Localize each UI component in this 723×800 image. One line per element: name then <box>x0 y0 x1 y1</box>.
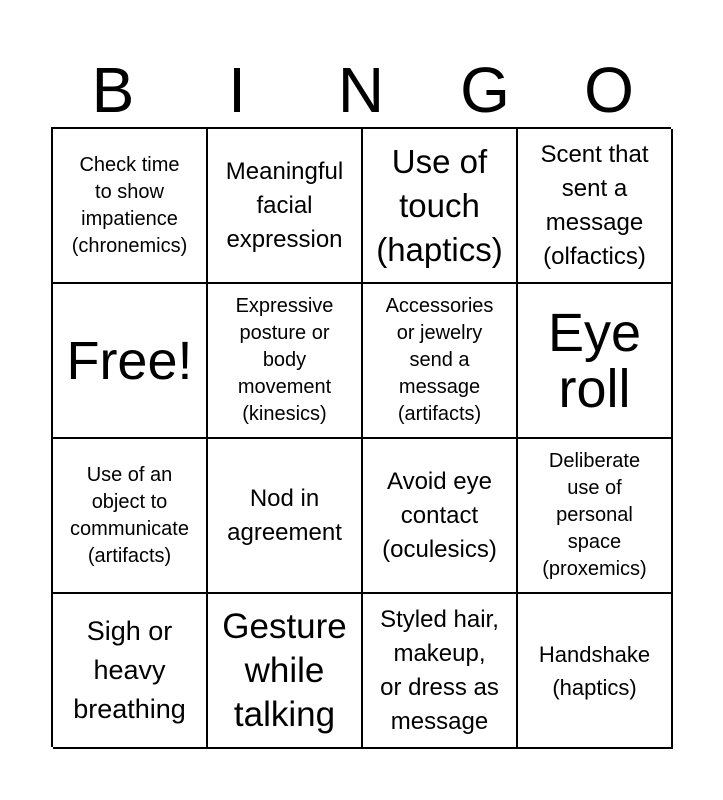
cell-text: Handshake (haptics) <box>538 641 651 700</box>
bingo-cell <box>53 439 208 594</box>
cell-text: Eye roll <box>547 302 642 419</box>
cell-text: Avoid eye contact (oculesics) <box>382 467 497 563</box>
bingo-cell <box>53 594 208 749</box>
cell-text: Deliberate use of personal space (proxemics) <box>542 450 647 580</box>
header-letter-i: I <box>228 54 246 126</box>
header-letter-n: N <box>337 54 385 126</box>
bingo-cell <box>518 284 673 439</box>
bingo-header <box>51 52 671 128</box>
cell-text: Nod in agreement <box>227 484 342 546</box>
cell-text: Sigh or heavy breathing <box>73 616 186 724</box>
cell-text: Check time to show impatience (chronemics) <box>71 153 188 257</box>
cell-text: Accessories or jewelry send a message (artifacts) <box>385 295 494 425</box>
bingo-cell <box>363 439 518 594</box>
cell-text: Use of an object to communicate (artifacts) <box>70 463 189 567</box>
bingo-cell <box>363 129 518 284</box>
bingo-cell <box>363 594 518 749</box>
bingo-cell <box>208 439 363 594</box>
bingo-cell <box>208 284 363 439</box>
cell-text: Gesture while talking <box>222 606 347 734</box>
bingo-cell <box>518 594 673 749</box>
cell-text: Free! <box>66 330 193 391</box>
cell-text: Expressive posture or body movement (kinesics) <box>235 295 334 425</box>
cell-text: Use of touch (haptics) <box>376 142 503 268</box>
bingo-cell <box>363 284 518 439</box>
bingo-cell <box>208 594 363 749</box>
cell-text: Styled hair, makeup, or dress as message <box>380 605 499 735</box>
bingo-cell-free <box>53 284 208 439</box>
header-letter-o: O <box>584 54 634 126</box>
bingo-cell <box>518 439 673 594</box>
header-letter-b: B <box>91 54 135 126</box>
header-letter-g: G <box>460 54 510 126</box>
bingo-cell <box>53 129 208 284</box>
cell-text: Meaningful facial expression <box>225 157 344 253</box>
cell-text: Scent that sent a message (olfactics) <box>540 140 649 270</box>
bingo-cell <box>208 129 363 284</box>
bingo-grid <box>51 127 671 747</box>
bingo-cell <box>518 129 673 284</box>
